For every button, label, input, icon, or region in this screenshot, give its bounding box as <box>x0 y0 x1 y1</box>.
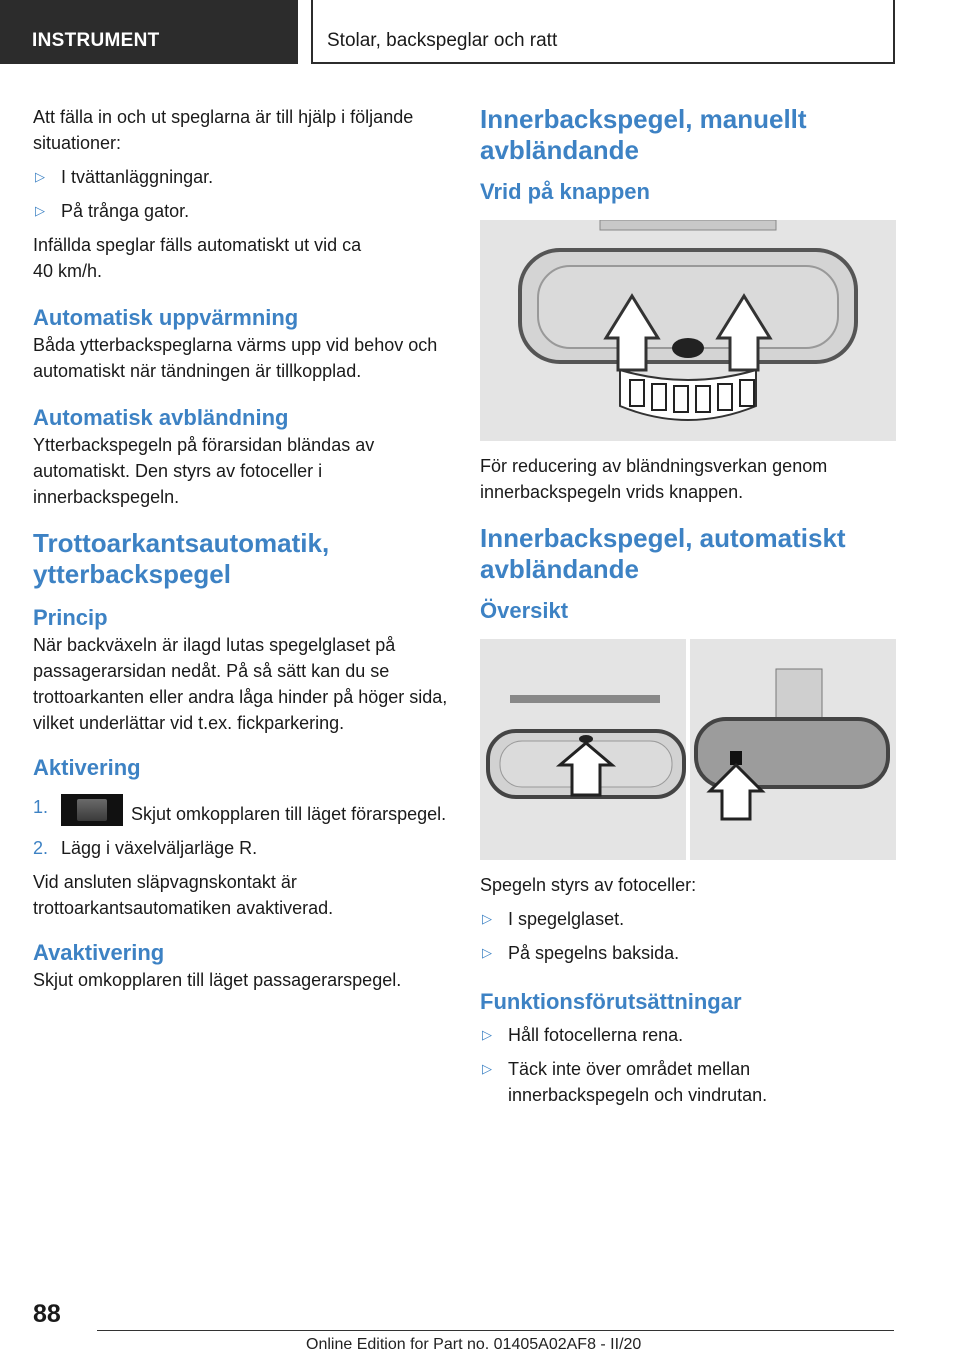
left-column <box>33 104 451 1001</box>
bullet-icon: ▷ <box>482 945 492 960</box>
principle-text: När backväxeln är ilagd lutas spegelglaset på passagerarsidan nedåt. På så sätt kan du se trottoarkanten eller andra låga hinder på höger sida, vilket underlättar vid t.ex. fickparkering. <box>33 635 448 733</box>
list-item-text: På spegelns baksida. <box>508 943 680 963</box>
bullet-icon: ▷ <box>482 911 492 926</box>
step-number: 2. <box>33 838 49 858</box>
bullet-icon: ▷ <box>35 203 45 218</box>
knob-heading: Vrid på knappen <box>480 179 650 204</box>
list-item-text: I tvättanläggningar. <box>61 167 214 187</box>
conditions-heading: Funktionsförutsättningar <box>480 989 742 1014</box>
bullet-icon: ▷ <box>482 1027 492 1042</box>
manual-mirror-heading: Innerbackspegel, manuellt avbländande <box>480 104 807 165</box>
step-item <box>33 835 451 861</box>
list-item-text: Täck inte över området mellan innerbackspegeln och vindrutan. <box>508 1059 768 1105</box>
mirror-switch-icon <box>61 794 123 826</box>
fold-note: Infällda speglar fälls automatiskt ut vid ca 40 km/h. <box>33 235 362 281</box>
list-item-text: På trånga gator. <box>61 201 190 221</box>
bullet-icon: ▷ <box>35 169 45 184</box>
list-item <box>33 164 451 190</box>
list-item <box>480 1056 896 1108</box>
dimming-text: Ytterbackspegeln på förarsidan bländas av automatiskt. Den styrs av fotoceller i innerbackspegeln. <box>33 435 375 507</box>
deactivation-text: Skjut omkopplaren till läget passagerarspegel. <box>33 970 402 990</box>
list-item <box>480 940 896 966</box>
intro-text: Att fälla in och ut speglarna är till hjälp i följande situationer: <box>33 107 414 153</box>
step-text: Lägg i växelväljarläge R. <box>61 838 258 858</box>
dimming-heading: Automatisk avbländning <box>33 405 289 430</box>
list-item <box>480 906 896 932</box>
overview-heading: Översikt <box>480 598 569 623</box>
step-item <box>33 794 451 827</box>
page-number: 88 <box>33 1300 61 1328</box>
step-number: 1. <box>33 797 49 817</box>
heating-heading: Automatisk uppvärmning <box>33 305 299 330</box>
knob-mirror-illustration <box>480 220 896 441</box>
footer-divider <box>97 1330 894 1331</box>
sensor-text: Spegeln styrs av fotoceller: <box>480 875 697 895</box>
section-tab: INSTRUMENT <box>0 0 298 64</box>
step-text: Skjut omkopplaren till läget förarspegel. <box>131 804 447 824</box>
bullet-icon: ▷ <box>482 1061 492 1076</box>
principle-heading: Princip <box>33 605 108 630</box>
knob-text: För reducering av bländningsverkan genom innerbackspegeln vrids knappen. <box>480 456 828 502</box>
list-item <box>33 198 451 224</box>
deactivation-heading: Avaktivering <box>33 940 165 965</box>
heating-text: Båda ytterbackspeglarna värms upp vid behov och automatiskt när tändningen är tillkopplad. <box>33 335 438 381</box>
auto-mirror-heading: Innerbackspegel, automatiskt avbländande <box>480 523 846 584</box>
auto-mirror-illustration <box>480 639 896 860</box>
activation-heading: Aktivering <box>33 755 141 780</box>
footer-edition: Online Edition for Part no. 01405A02AF8 - II/20 <box>306 1336 642 1353</box>
list-item-text: I spegelglaset. <box>508 909 625 929</box>
right-column <box>480 104 896 1116</box>
curb-heading: Trottoarkantsautomatik, ytterbackspegel <box>33 528 330 589</box>
list-item <box>480 1022 896 1048</box>
list-item-text: Håll fotocellerna rena. <box>508 1025 684 1045</box>
topic-tab: Stolar, backspeglar och ratt <box>311 0 895 64</box>
activation-note: Vid ansluten släpvagnskontakt är trottoarkantsautomatiken avaktiverad. <box>33 872 334 918</box>
